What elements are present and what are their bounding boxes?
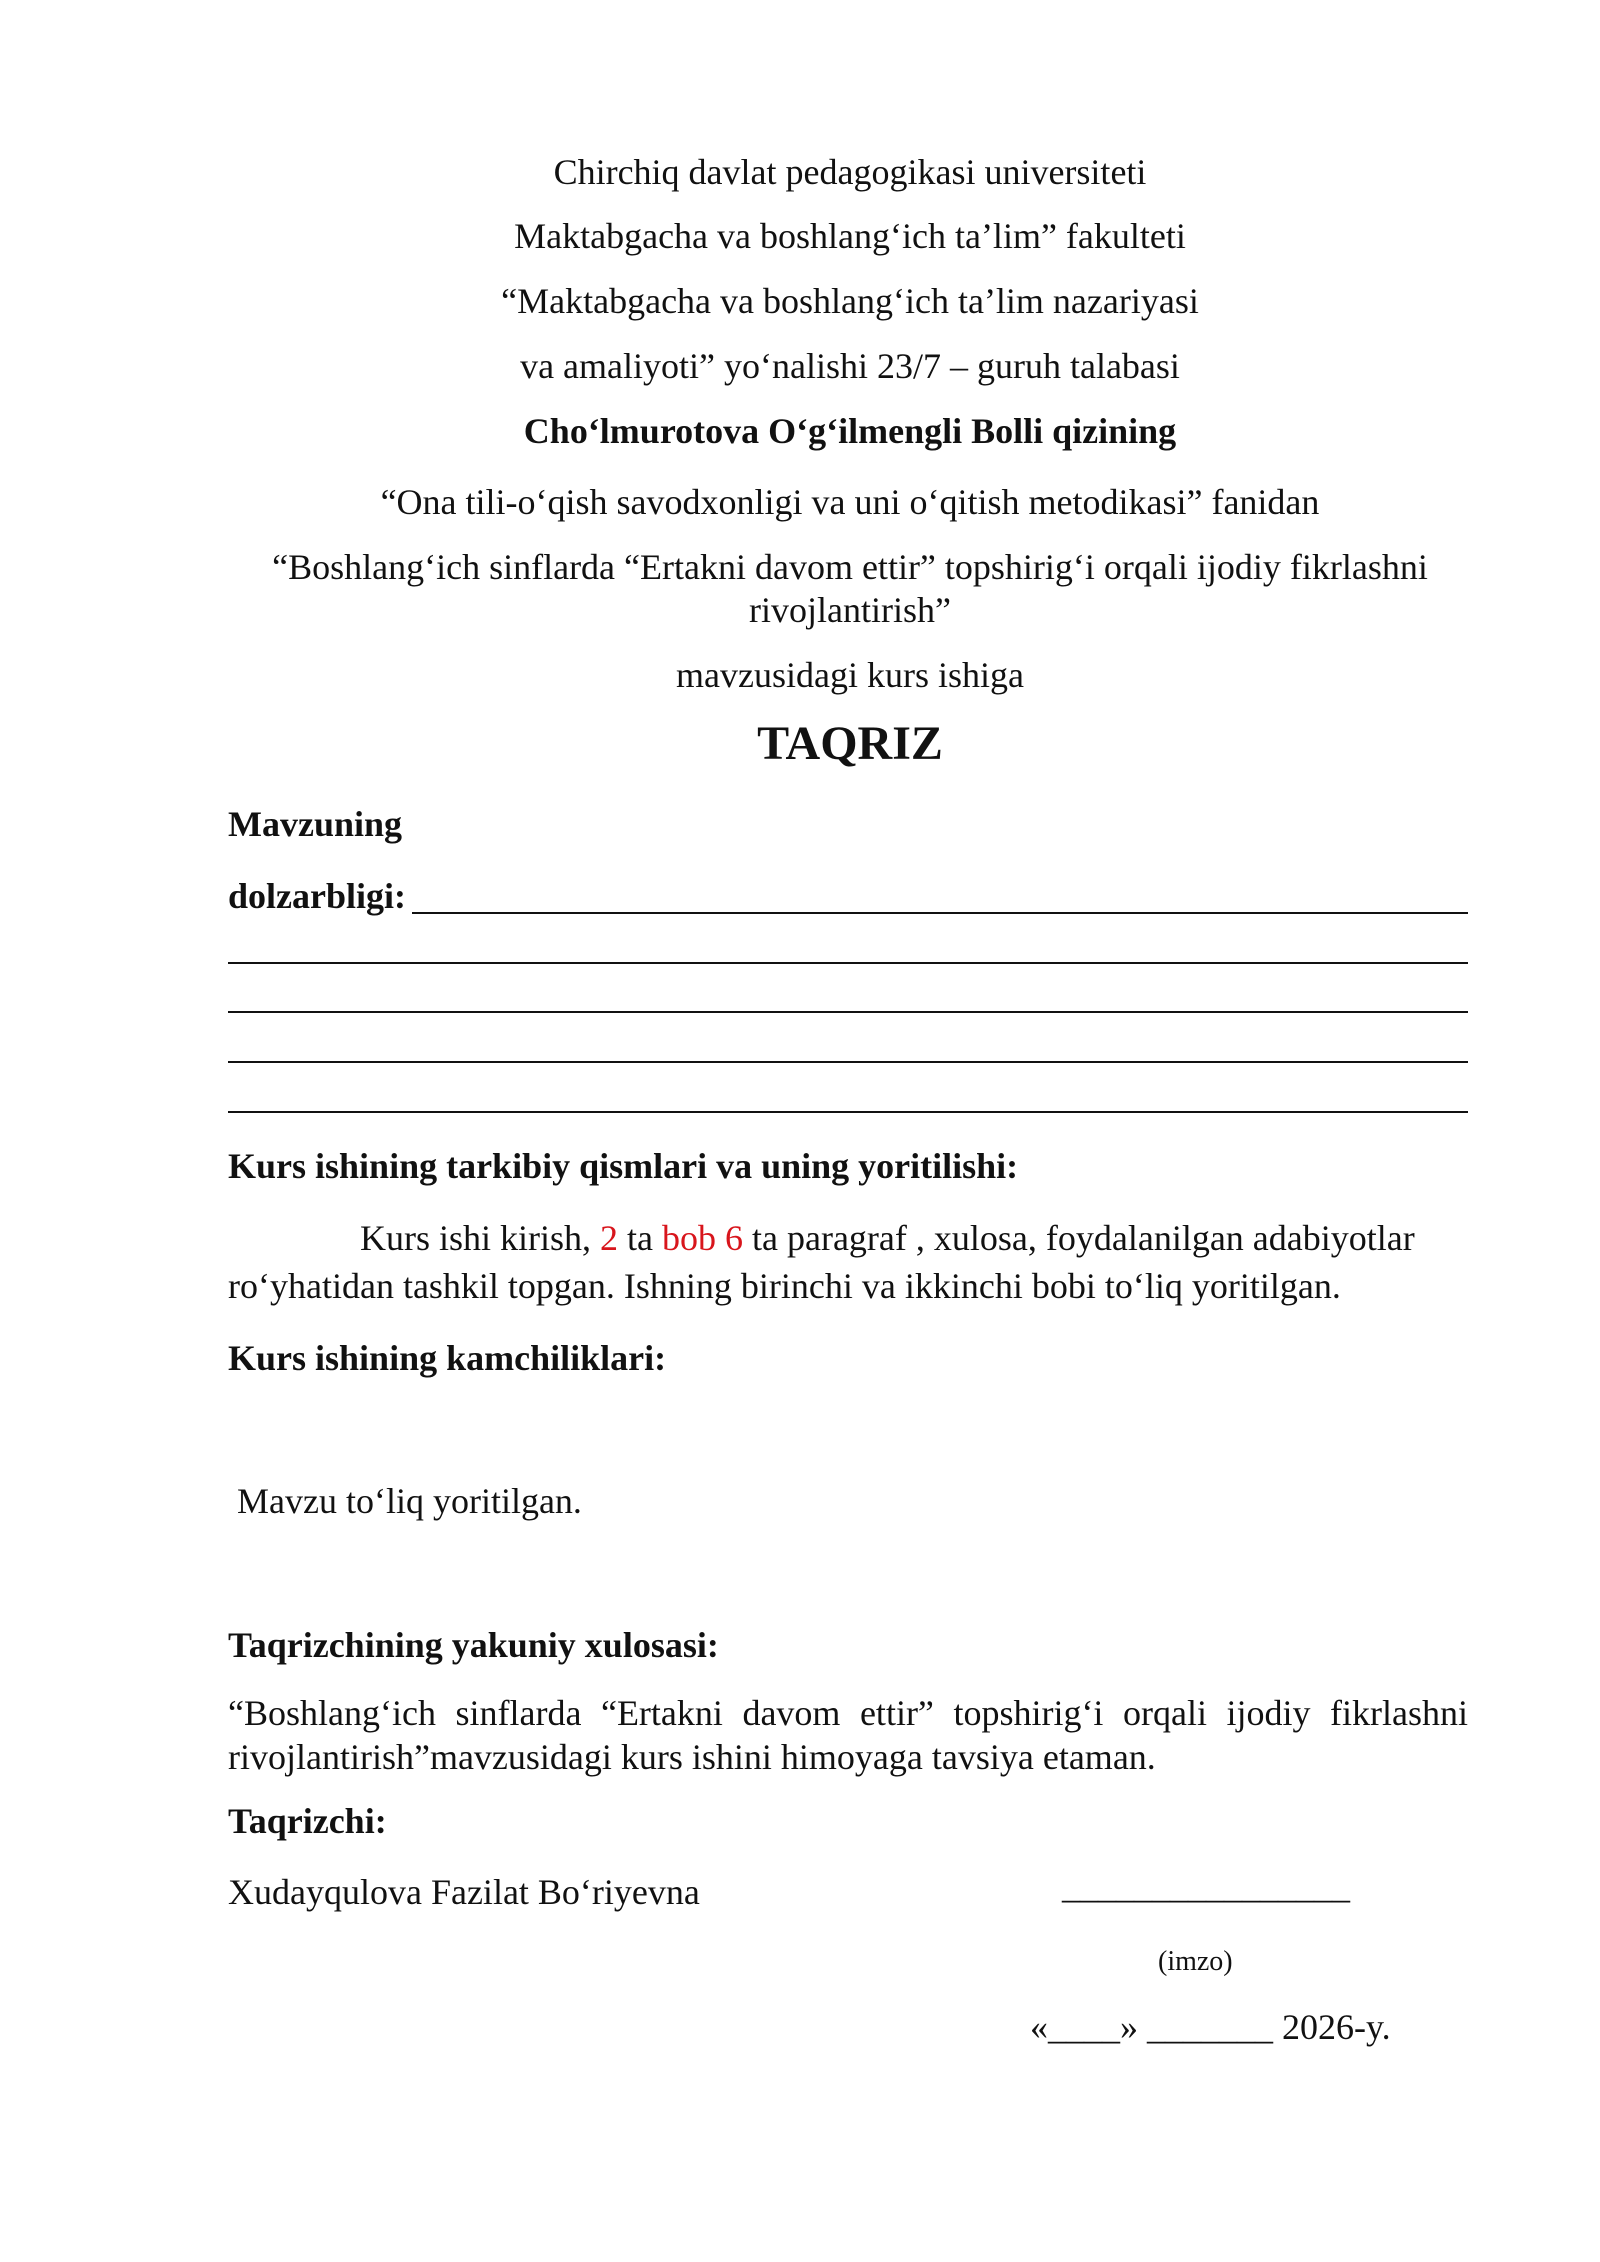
university-name: Chirchiq davlat pedagogikasi universiteti xyxy=(553,152,1147,192)
structure-text: ta paragraf , xulosa, foydalanilgan adabiyotlar xyxy=(743,1218,1415,1258)
relevance-blank-line xyxy=(228,1011,1468,1013)
date-line: «____» _______ 2026-y. xyxy=(1030,2007,1391,2047)
shortcomings-heading: Kurs ishining kamchiliklari: xyxy=(228,1338,667,1378)
signature-line: ________________ xyxy=(1062,1866,1350,1906)
direction-line-2: va amaliyoti” yo‘nalishi 23/7 – guruh talabasi xyxy=(520,346,1180,386)
conclusion-heading: Taqrizchining yakuniy xulosasi: xyxy=(228,1625,719,1665)
paragraph-count: 6 xyxy=(725,1218,743,1258)
relevance-blank-line xyxy=(412,912,1468,914)
document-title: TAQRIZ xyxy=(757,717,943,770)
structure-paragraph-line-2: ro‘yhatidan tashkil topgan. Ishning birinchi va ikkinchi bobi to‘liq yoritilgan. xyxy=(228,1266,1341,1306)
structure-text: ta xyxy=(618,1218,662,1258)
structure-paragraph-line-1 xyxy=(360,1216,1415,1260)
direction-line-1: “Maktabgacha va boshlang‘ich ta’lim nazariyasi xyxy=(501,281,1199,321)
relevance-blank-line xyxy=(228,1111,1468,1113)
shortcomings-text: Mavzu to‘liq yoritilgan. xyxy=(237,1481,582,1521)
signature-caption: (imzo) xyxy=(1158,1946,1233,1977)
student-name: Cho‘lmurotova O‘g‘ilmengli Bolli qizining xyxy=(523,411,1177,451)
bob-word: bob xyxy=(662,1218,716,1258)
conclusion-line-2: rivojlantirish”mavzusidagi kurs ishini himoyaga tavsiya etaman. xyxy=(228,1737,1156,1777)
topic-line-2: rivojlantirish” xyxy=(749,590,951,630)
reviewer-name: Xudayqulova Fazilat Bo‘riyevna xyxy=(228,1872,700,1912)
relevance-label-line-1: Mavzuning xyxy=(228,804,403,844)
topic-suffix: mavzusidagi kurs ishiga xyxy=(676,655,1024,695)
structure-text xyxy=(716,1218,725,1258)
topic-line-1: “Boshlang‘ich sinflarda “Ertakni davom ettir” topshirig‘i orqali ijodiy fikrlashni xyxy=(272,547,1428,587)
relevance-label-line-2: dolzarbligi: xyxy=(228,876,406,916)
chapter-count: 2 xyxy=(600,1218,619,1258)
structure-text: Kurs ishi kirish, xyxy=(360,1218,601,1258)
faculty-name: Maktabgacha va boshlang‘ich ta’lim” fakulteti xyxy=(514,216,1186,256)
structure-heading: Kurs ishining tarkibiy qismlari va uning yoritilishi: xyxy=(228,1146,1019,1186)
reviewer-label: Taqrizchi: xyxy=(228,1801,387,1841)
subject-line: “Ona tili-o‘qish savodxonligi va uni o‘qitish metodikasi” fanidan xyxy=(380,482,1320,522)
relevance-blank-line xyxy=(228,962,1468,964)
relevance-blank-line xyxy=(228,1061,1468,1063)
conclusion-line-1: “Boshlang‘ich sinflarda “Ertakni davom ettir” topshirig‘i orqali ijodiy fikrlashni xyxy=(228,1693,1468,1733)
